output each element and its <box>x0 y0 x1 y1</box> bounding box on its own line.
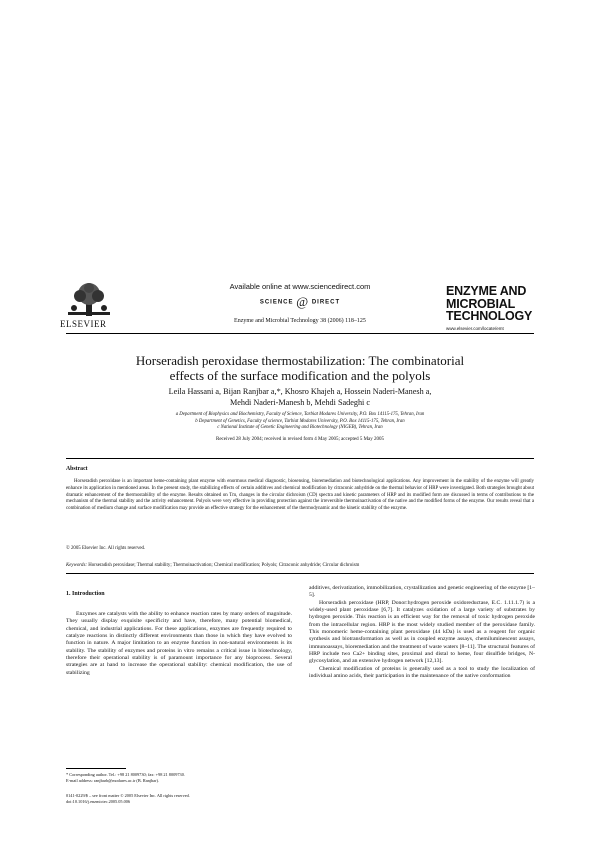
abstract-text: Horseradish peroxidase is an important heme-containing plant enzyme with enormous medical diagnostic, biosensing, bioremediation and biotechnological applications. Any improvement in the stability of the enzyme will greatly enhance its application in mentioned areas. In the present study, the stabilizing effects of certain additives and chemical modification by citraconic anhydride on the thermal behavior of HRP were investigated. Both strategies brought about dramatic enhancement of the thermostability of the enzyme. Results obtained on Tm, changes in the circular dichroism (CD) spectra and kinetic parameters of HRP and its modified form are discussed in terms of contributions to the mechanism of the thermal stability and the activity enhancement. Polyols were very effective in providing protection against the irreversible thermoinactivation of the native and the modified forms of the enzyme. Our results reveal that a combination of medium change and surface modification may provide an effective strategy for the enhancement of the thermodynamic and the kinetic stability of the enzyme. <box>66 479 534 511</box>
footnote-divider <box>66 768 126 769</box>
header-divider <box>66 333 534 334</box>
affiliation-a: a Department of Biophysics and Biochemistry, Faculty of Science, Tarbiat Modares University, P.O. Box 14115-175, Tehran, Iran <box>175 412 425 417</box>
title-line-1: Horseradish peroxidase thermostabilization: The combinatorial <box>135 353 465 368</box>
footnote-email[interactable]: E-mail address: ranjbarb@modares.ac.ir (B. Ranjbar). <box>66 778 159 783</box>
intro-paragraph-1: Enzymes are catalysts with the ability to enhance reaction rates by many orders of magnitude. They usually display exquisite specificity and have, therefore, many potential biomedical, chemical, and industrial applications. For these applications, enzymes are frequently required to catalyze reactions in distinctly different environments than those in which they have evolved to function in nature. A major limitation to an enzyme function in non-natural environments is its stability. The stability of enzymes and proteins in vitro remains a critical issue in biotechnology, therefore their operational stability is of paramount importance for any bioprocess. Several strategies are at hand to increase the operational stability: chemical modification, the use of stabilizing <box>66 611 292 676</box>
journal-logo <box>446 285 542 331</box>
journal-logo-line-1: ENZYME AND <box>446 284 527 298</box>
abstract-heading: Abstract <box>66 466 88 472</box>
col2-paragraph-1: additives, derivatization, immobilization, crystallization and genetic engineering of the enzyme [1–5]. <box>309 585 535 599</box>
received-dates: Received 28 July 2004; received in revised form 4 May 2005; accepted 5 May 2005 <box>215 437 384 442</box>
authors-line-1: Leila Hassani a, Bijan Ranjbar a,*, Khosro Khajeh a, Hossein Naderi-Manesh a, <box>168 387 432 396</box>
affiliations <box>66 412 534 432</box>
keywords-text: Horseradish peroxidase; Thermal stability; Thermoinactivation; Chemical modification; Polyols; Citraconic anhydride; Circular dichroism <box>88 563 360 568</box>
affiliation-c: c National Institute of Genetic Engineering and Biotechnology (NIGEB), Tehran, Iran <box>217 425 383 431</box>
publisher-name: ELSEVIER <box>60 319 107 329</box>
abstract-copyright: © 2005 Elsevier Inc. All rights reserved. <box>66 546 146 551</box>
available-online-text[interactable]: Available online at www.sciencedirect.com <box>229 282 371 291</box>
journal-logo-line-2: MICROBIAL <box>446 296 516 311</box>
sciencedirect-at-icon: @ <box>296 294 310 309</box>
keywords-label: Keywords: <box>66 563 88 568</box>
corresponding-author-footnote <box>66 772 185 784</box>
doi-line[interactable]: doi:10.1016/j.enzmictec.2005.05.006 <box>66 799 131 804</box>
issn-line: 0141-0229/$ – see front matter © 2005 Elsevier Inc. All rights reserved. <box>66 793 190 798</box>
col2-paragraph-3: Chemical modification of proteins is generally used as a tool to study the localization of individual amino acids, their participation in the maintenance of the native conformation <box>309 665 535 680</box>
keywords-bottom-divider <box>66 573 534 574</box>
sciencedirect-logo <box>150 294 450 310</box>
keywords <box>66 563 534 568</box>
journal-url[interactable]: www.elsevier.com/locate/emt <box>446 325 504 331</box>
body-column-left <box>66 611 292 677</box>
section-heading-introduction: 1. Introduction <box>66 591 105 597</box>
affiliation-b: b Department of Genetics, Faculty of science, Tarbiat Modares University, P.O. Box 14115-175, Tehran, Iran <box>195 418 405 424</box>
footnote-corresponding: * Corresponding author. Tel.: +98 21 8009730; fax: +98 21 8009730. <box>66 772 185 777</box>
journal-reference: Enzyme and Microbial Technology 38 (2006) 118–125 <box>234 318 366 324</box>
issn-doi <box>66 793 190 805</box>
sciencedirect-word-1: SCIENCE <box>259 299 294 306</box>
sciencedirect-word-2: DIRECT <box>311 299 341 306</box>
title-line-2: effects of the surface modification and the polyols <box>169 368 431 383</box>
abstract-top-divider <box>66 458 534 459</box>
col2-paragraph-2: Horseradish peroxidase (HRP, Donor:hydrogen peroxide oxidoreductase, E.C. 1.11.1.7) is a widely-used plant peroxidase [6,7]. It catalyzes oxidation of a large variety of substrates by hydrogen peroxide. This reaction is an efficient way for the removal of toxic hydrogen peroxide from the intracellular region. HRP is the most widely studied member of the peroxidase family. This monomeric heme-containing plant peroxidase (44 kDa) is used as a reagent for organic synthesis and biotransformation as well as in coupled enzyme assays, chemiluminescent assays, immunoassays, bioremediation and the treatment of waste waters [8–11]. The structural features of HRP include two Ca2+ binding sites, proximal and distal to heme, four disulfide bridges, N-glycosylation, and an extensive hydrogen network [12,13]. <box>309 599 535 665</box>
authors-line-2: Mehdi Naderi-Manesh b, Mehdi Sadeghi c <box>229 398 371 407</box>
author-list <box>66 386 534 408</box>
article-title <box>66 353 534 383</box>
body-column-right <box>309 585 535 680</box>
journal-logo-line-3: TECHNOLOGY <box>446 309 533 323</box>
